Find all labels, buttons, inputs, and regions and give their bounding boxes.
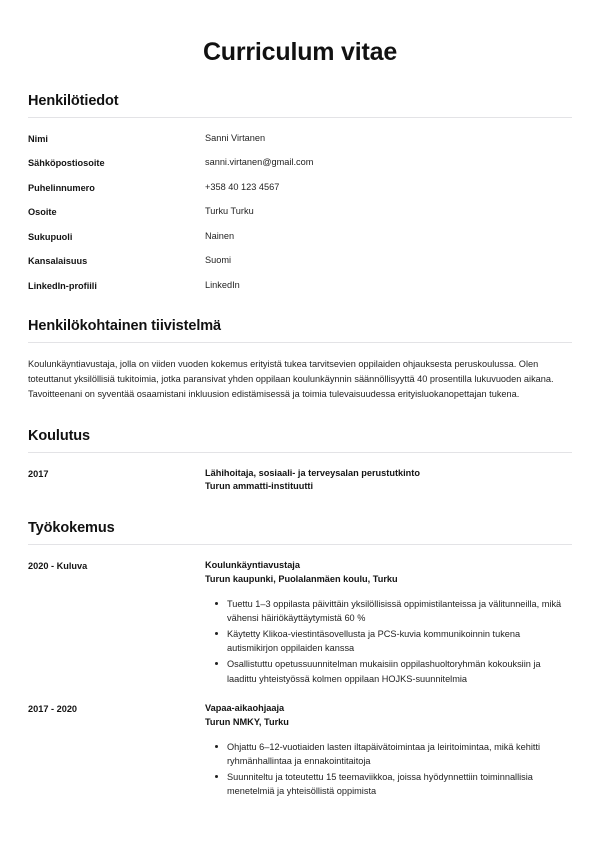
table-row <box>28 132 572 145</box>
section-personal-summary <box>28 318 572 402</box>
section-divider <box>28 452 572 453</box>
section-heading-education: Koulutus <box>28 427 91 444</box>
page-title: Curriculum vitae <box>202 38 398 66</box>
experience-entry-date: 2020 - Kuluva <box>28 561 88 572</box>
section-education <box>28 428 572 495</box>
detail-value: Nainen <box>205 230 235 241</box>
experience-entry-role: Koulunkäyntiavustaja <box>205 560 300 571</box>
experience-entry <box>28 559 572 698</box>
detail-label: Sähköpostiosoite <box>28 158 105 169</box>
detail-value: Sanni Virtanen <box>205 133 266 143</box>
experience-bullet-list <box>205 740 572 799</box>
list-item: Ohjattu 6–12-vuotiaiden lasten iltapäivätoimintaa ja leiritoimintaa, mikä kehitti ryhmänhallintaa ja ennakointitaitoja <box>215 740 572 769</box>
detail-label: Sukupuoli <box>28 231 73 242</box>
table-row <box>28 279 572 292</box>
education-entry <box>28 467 572 495</box>
list-item: Tuettu 1–3 oppilasta päivittäin yksilöllisissä oppimistilanteissa ja välitunneilla, mikä vähensi häiriökäyttäytymistä 60 % <box>215 597 572 626</box>
experience-entry <box>28 702 572 811</box>
detail-value: +358 40 123 4567 <box>205 181 280 192</box>
experience-bullet-list <box>205 597 572 686</box>
section-divider <box>28 544 572 545</box>
education-entry-degree: Lähihoitaja, sosiaali- ja terveysalan perustutkinto <box>205 467 420 478</box>
detail-value: sanni.virtanen@gmail.com <box>205 157 314 168</box>
detail-label: Puhelinnumero <box>28 182 95 193</box>
linkedin-profile-value[interactable]: LinkedIn <box>205 279 240 290</box>
personal-details-table <box>28 132 572 292</box>
detail-label: LinkedIn-profiili <box>28 280 97 291</box>
detail-value: Suomi <box>205 255 232 266</box>
section-divider <box>28 117 572 118</box>
list-item: Suunniteltu ja toteutettu 15 teemaviikkoa, joissa hyödynnettiin toiminnallisia menetelmiä ja yhteisöllistä oppimista <box>215 770 572 799</box>
education-entry-body <box>205 467 572 495</box>
experience-entry-body <box>205 559 572 698</box>
experience-entry-employer: Turun kaupunki, Puolalanmäen koulu, Turku <box>205 574 398 585</box>
list-item: Käytetty Klikoa-viestintäsovellusta ja PCS-kuvia kommunikoinnin tukena autismikirjon oppilaiden kanssa <box>215 627 572 656</box>
list-item: Osallistuttu opetussuunnitelman mukaisiin oppilashuoltoryhmän kokouksiin ja laadittu yhteistyössä kolmen oppilaan HOJKS-suunnitelmia <box>215 657 572 686</box>
table-row <box>28 205 572 218</box>
table-row <box>28 156 572 169</box>
detail-value: Turku Turku <box>205 206 254 217</box>
table-row <box>28 230 572 243</box>
section-work-experience <box>28 520 572 811</box>
experience-entry-body <box>205 702 572 811</box>
table-row <box>28 254 572 267</box>
education-entry-institution: Turun ammatti-instituutti <box>205 481 314 492</box>
section-heading-personal-details: Henkilötiedot <box>28 93 119 109</box>
table-row <box>28 181 572 194</box>
experience-entry-employer: Turun NMKY, Turku <box>205 716 289 727</box>
section-heading-personal-summary: Henkilökohtainen tiivistelmä <box>28 317 221 334</box>
detail-label: Kansalaisuus <box>28 256 88 267</box>
summary-paragraph: Koulunkäyntiavustaja, jolla on viiden vuoden kokemus erityistä tukea tarvitsevien oppilaiden ohjauksesta peruskoulussa. Olen toteuttanut yksilöllisiä tukitoimia, jotka paransivat yhden oppilaan koulunkäynnin säännöllisyyttä 40 prosentilla lukuvuoden aikana. Tavoitteenani on syventää osaamistani inkluusion edistämisessä ja toimia tulevaisuudessa erityisluokanopettajan tukena. <box>28 358 554 399</box>
experience-entry-date: 2017 - 2020 <box>28 704 78 715</box>
education-entry-date: 2017 <box>28 468 49 479</box>
section-heading-work-experience: Työkokemus <box>28 520 115 537</box>
detail-label: Nimi <box>28 134 48 144</box>
detail-label: Osoite <box>28 207 57 218</box>
experience-entry-role: Vapaa-aikaohjaaja <box>205 703 285 714</box>
section-personal-details <box>28 93 572 292</box>
section-divider <box>28 342 572 343</box>
